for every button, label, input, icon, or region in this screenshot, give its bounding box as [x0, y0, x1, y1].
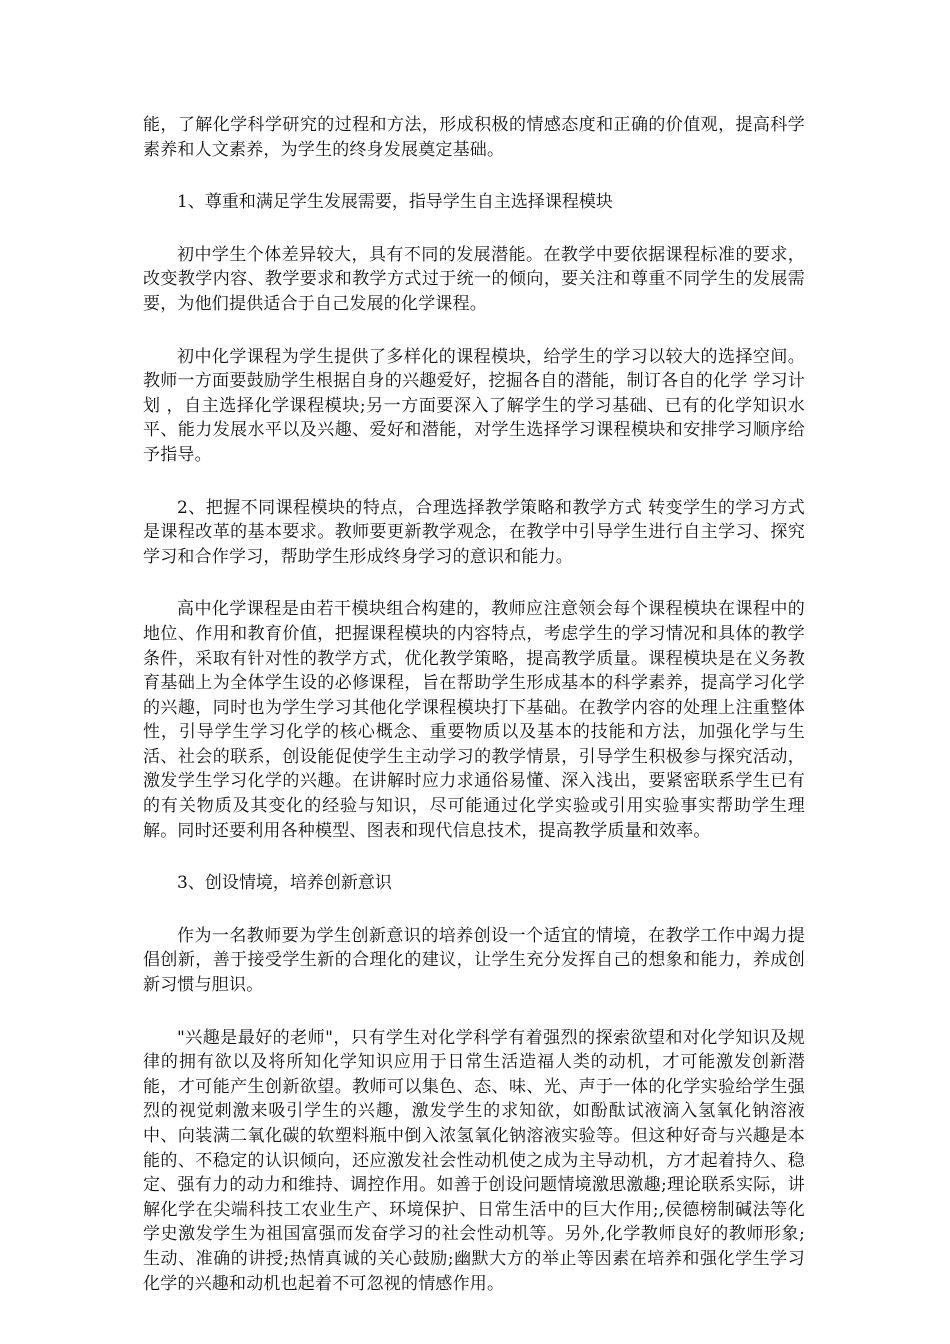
paragraph-continuation: 能，了解化学科学研究的过程和方法，形成积极的情感态度和正确的价值观，提高科学素养和人文素养，为学生的终身发展奠定基础。 [143, 115, 805, 160]
section-heading-3: 3、创设情境，培养创新意识 [177, 873, 392, 894]
paragraph: "兴趣是最好的老师"，只有学生对化学科学有着强烈的探索欲望和对化学知识及规律的拥有欲以及将所知化学知识应用于日常生活造福人类的动机，才可能激发创新潜能，才可能产生创新欲望。教师可以集色、态、味、光、声于一体的化学实验给学生强烈的视觉刺激来吸引学生的兴趣，激发学生的求知欲，如酚酞试液滴入氢氧化钠溶液中、向装满二氧化碳的软塑料瓶中倒入浓氢氧化钠溶液实验等。但这种好奇与兴趣是本能的、不稳定的认识倾向，还应激发社会性动机使之成为主导动机，方才起着持久、稳定、强有力的动力和维持、调控作用。如善于创设问题情境激思激趣;理论联系实际，讲解化学在尖端科技工农业生产、环境保护、日常生活中的巨大作用;,侯德榜制碱法等化学史激发学生为祖国富强而发奋学习的社会性动机等。另外,化学教师良好的教师形象;生动、准确的讲授;热情真诚的关心鼓励;幽默大方的举止等因素在培养和强化学生学习化学的兴趣和动机也起着不可忽视的情感作用。 [143, 1027, 805, 1294]
paragraph: 高中化学课程是由若干模块组合构建的，教师应注意领会每个课程模块在课程中的地位、作用和教育价值，把握课程模块的内容特点，考虑学生的学习情况和具体的教学条件，采取有针对性的教学方式，优化教学策略，提高教学质量。课程模块是在义务教育基础上为全体学生设的必修课程，旨在帮助学生形成基本的科学素养，提高学习化学的兴趣，同时也为学生学习其他化学课程模块打下基础。在教学内容的处理上注重整体性，引导学生学习化学的核心概念、重要物质以及基本的技能和方法，加强化学与生活、社会的联系，创设能促使学生主动学习的教学情景，引导学生积极参与探究活动，激发学生学习化学的兴趣。在讲解时应力求通俗易懂、深入浅出，要紧密联系学生已有的有关物质及其变化的经验与知识，尽可能通过化学实验或引用实验事实帮助学生理解。同时还要利用各种模型、图表和现代信息技术，提高教学质量和效率。 [143, 599, 805, 841]
paragraph: 作为一名教师要为学生创新意识的培养创设一个适宜的情境，在教学工作中竭力提倡创新，善于接受学生新的合理化的建议，让学生充分发挥自己的想象和能力，养成创新习惯与胆识。 [143, 925, 805, 996]
section-heading-1: 1、尊重和满足学生发展需要，指导学生自主选择课程模块 [177, 192, 613, 213]
paragraph: 初中学生个体差异较大，具有不同的发展潜能。在教学中要依据课程标准的要求，改变教学内容、教学要求和教学方式过于统一的倾向，要关注和尊重不同学生的发展需要，为他们提供适合于自己发展的化学课程。 [143, 244, 805, 314]
paragraph: 初中化学课程为学生提供了多样化的课程模块，给学生的学习以较大的选择空间。教师一方面要鼓励学生根据自身的兴趣爱好，挖掘各自的潜能，制订各自的化学 学习计划 ，自主选择化学课程模块;另一方面要深入了解学生的学习基础、已有的化学知识水平、能力发展水平以及兴趣、爱好和潜能，对学生选择学习课程模块和安排学习顺序给予指导。 [143, 346, 805, 465]
document-body [143, 113, 805, 1324]
section-heading-2-paragraph: 2、把握不同课程模块的特点，合理选择教学策略和教学方式 转变学生的学习方式是课程改革的基本要求。教师要更新教学观念，在教学中引导学生进行自主学习、探究学习和合作学习，帮助学生形成终身学习的意识和能力。 [143, 497, 805, 567]
